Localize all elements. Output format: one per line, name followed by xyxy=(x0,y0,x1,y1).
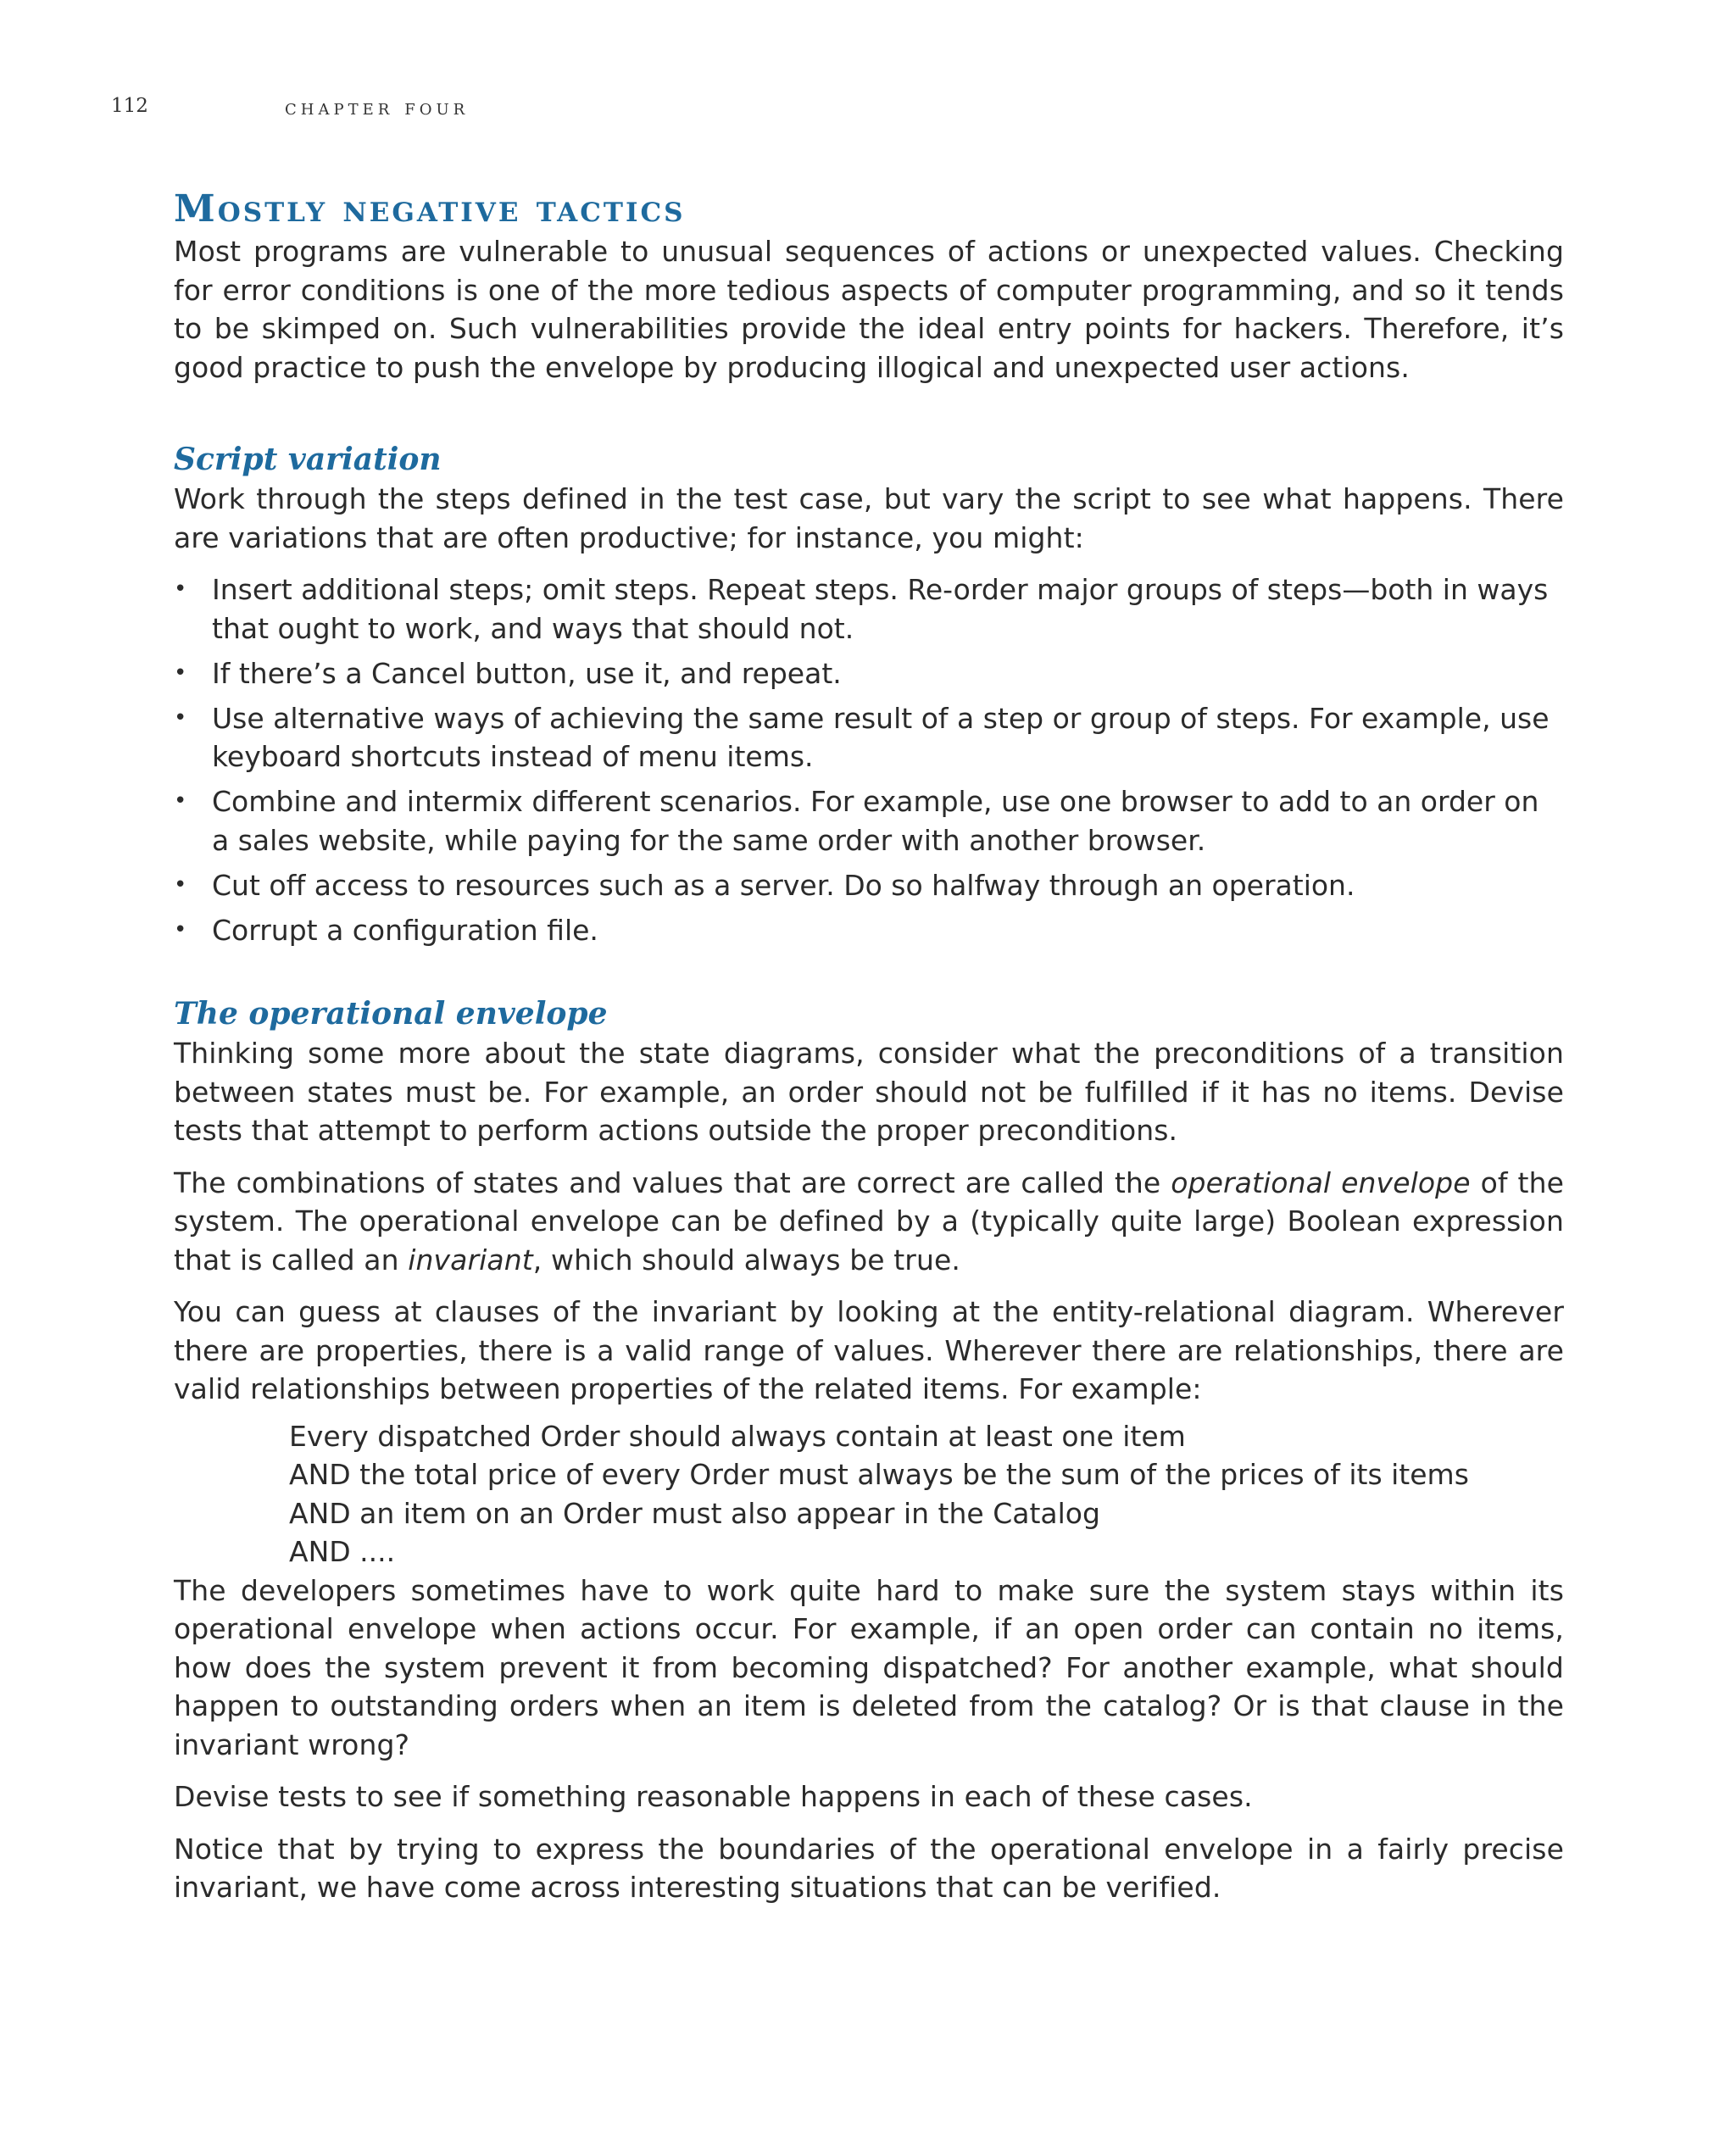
bullet-icon: • xyxy=(174,916,187,943)
operational-envelope-paragraph-6: Notice that by trying to express the boundaries of the operational envelope in a fairly precise invariant, we have come across interesting situations that can be verified. xyxy=(174,1832,1564,1904)
bullet-icon: • xyxy=(174,871,187,898)
list-item xyxy=(174,654,1564,693)
term-invariant: invariant xyxy=(408,1243,533,1277)
bullet-icon: • xyxy=(174,659,187,686)
p2-text-middle: of the system. The operational envelope can be defined by a (typically quite large) Boolean expression that is called an xyxy=(174,1165,1564,1277)
list-item-text: Cut off access to resources such as a server. Do so halfway through an operation. xyxy=(212,868,1355,902)
section-intro-paragraph: Most programs are vulnerable to unusual sequences of actions or unexpected values. Checking for error conditions is one of the more tedious aspects of computer programming, and so it tends to be skimped on. Such vulnerabilities provide the ideal entry points for hackers. Therefore, it’s good practice to push the envelope by producing illogical and unexpected user actions. xyxy=(174,235,1564,384)
invariant-example xyxy=(289,1417,1564,1571)
list-item-text: Use alternative ways of achieving the same result of a step or group of steps. For example, use keyboard shortcuts instead of menu items. xyxy=(212,701,1550,773)
script-variation-heading: Script variation xyxy=(174,442,442,477)
operational-envelope-paragraph-3: You can guess at clauses of the invariant by looking at the entity-relational diagram. Wherever there are properties, there is a valid range of values. Wherever there are relationships, there are valid relationships between properties of the related items. For example: xyxy=(174,1295,1564,1405)
invariant-line: AND an item on an Order must also appear in the Catalog xyxy=(289,1496,1100,1530)
list-item-text: Corrupt a configuration file. xyxy=(212,913,598,947)
list-item-text: If there’s a Cancel button, use it, and repeat. xyxy=(212,656,842,690)
operational-envelope-paragraph-1: Thinking some more about the state diagrams, consider what the preconditions of a transition between states must be. For example, an order should not be fulfilled if it has no items. Devise tests that attempt to perform actions outside the proper preconditions. xyxy=(174,1037,1564,1147)
running-head xyxy=(111,95,470,120)
list-item xyxy=(174,570,1564,648)
term-operational-envelope: operational envelope xyxy=(1171,1165,1471,1199)
bullet-icon: • xyxy=(174,576,187,602)
operational-envelope-paragraph-2 xyxy=(174,1164,1564,1280)
bullet-icon: • xyxy=(174,788,187,814)
operational-envelope-paragraph-4: The developers sometimes have to work quite hard to make sure the system stays within its operational envelope when actions occur. For example, if an open order can contain no items, how does the system prevent it from becoming dispatched? For another example, what should happen to outstanding orders when an item is deleted from the catalog? Or is that clause in the invariant wrong? xyxy=(174,1573,1564,1761)
list-item-text: Combine and intermix different scenarios. For example, use one browser to add to an order on a sales website, while paying for the same order with another browser. xyxy=(212,785,1539,857)
p2-text-before: The combinations of states and values that are correct are called the xyxy=(174,1165,1171,1199)
invariant-line: AND .... xyxy=(289,1535,396,1568)
list-item xyxy=(174,699,1564,776)
list-item xyxy=(174,911,1564,950)
page-content xyxy=(174,186,1564,1907)
list-item xyxy=(174,782,1564,859)
script-variation-list xyxy=(174,570,1564,949)
invariant-line: Every dispatched Order should always contain at least one item xyxy=(289,1419,1186,1453)
operational-envelope-heading: The operational envelope xyxy=(174,996,608,1032)
invariant-line: AND the total price of every Order must always be the sum of the prices of its items xyxy=(289,1458,1469,1491)
chapter-label: chapter four xyxy=(285,95,470,120)
list-item-text: Insert additional steps; omit steps. Repeat steps. Re-order major groups of steps—both in ways that ought to work, and ways that should not. xyxy=(212,573,1549,645)
p2-text-after: , which should always be true. xyxy=(532,1243,960,1277)
list-item xyxy=(174,866,1564,905)
operational-envelope-paragraph-5: Devise tests to see if something reasonable happens in each of these cases. xyxy=(174,1780,1253,1813)
section-title: Mostly negative tactics xyxy=(174,187,686,231)
bullet-icon: • xyxy=(174,704,187,731)
script-variation-intro: Work through the steps defined in the test case, but vary the script to see what happens. There are variations that are often productive; for instance, you might: xyxy=(174,482,1564,554)
page-number: 112 xyxy=(111,95,148,117)
